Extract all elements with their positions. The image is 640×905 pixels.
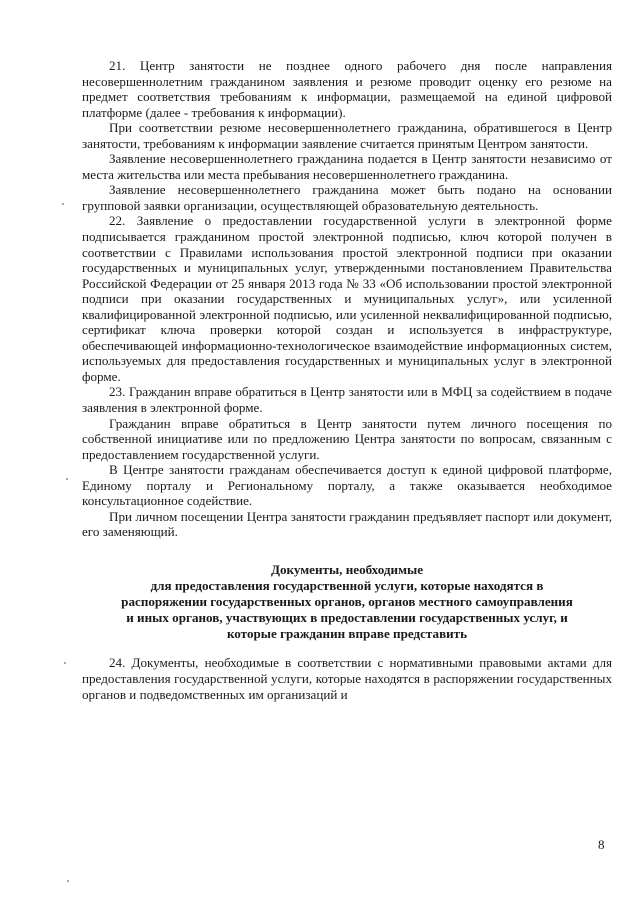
document-page: [82, 58, 612, 702]
paragraph-submission-place: Заявление несовершеннолетнего гражданина подается в Центр занятости независимо от места жительства или места пребывания несовершеннолетнего гражданина.: [82, 151, 612, 182]
paragraph-21: 21. Центр занятости не позднее одного рабочего дня после направления несовершеннолетним гражданином заявления и резюме проводит оценку его резюме на предмет соответствия требованиям к информации, размещаемой на единой цифровой платформе (далее - требования к информации).: [82, 58, 612, 120]
paragraph-resume-accepted: При соответствии резюме несовершеннолетнего гражданина, обратившегося в Центр занятости, требованиям к информации заявление считается принятым Центром занятости.: [82, 120, 612, 151]
paragraph-personal-visit: Гражданин вправе обратиться в Центр занятости путем личного посещения по собственной инициативе или по предложению Центра занятости по вопросам, связанным с предоставлением государственной услуги.: [82, 415, 612, 462]
heading-line: и иных органов, участвующих в предоставлении государственных услуг, и: [126, 609, 568, 625]
section-heading: [82, 562, 612, 642]
paragraph-passport: При личном посещении Центра занятости гражданин предъявляет паспорт или документ, его заменяющий.: [82, 508, 612, 540]
paragraph-24: 24. Документы, необходимые в соответствии с нормативными правовыми актами для предоставления государственной услуги, которые находятся в распоряжении государственных органов и подведомственных им организаций и: [82, 655, 612, 702]
page-number: 8: [598, 837, 605, 852]
scan-artifact: [67, 880, 69, 882]
heading-line: распоряжении государственных органов, органов местного самоуправления: [121, 593, 573, 609]
scan-artifact: [62, 203, 64, 205]
heading-line: которые гражданин вправе представить: [226, 625, 468, 641]
scan-artifact: [66, 478, 68, 480]
paragraph-22: 22. Заявление о предоставлении государственной услуги в электронной форме подписывается гражданином простой электронной подписью, ключ которой получен в соответствии с Правилами использования простой электронной подписи при оказании государственных и муниципальных услуг, утвержденными постановлением Правительства Российской Федерации от 25 января 2013 года № 33 «Об использовании простой электронной подписи при оказании государственных и муниципальных услуг», или усиленной квалифицированной электронной подписью, или усиленной неквалифицированной подписью, сертификат ключа проверки которой создан и используется в инфраструктуре, обеспечивающей информационно-технологическое взаимодействие информационных систем, используемых для предоставления государственных и муниципальных услуг в электронной форме.: [82, 213, 612, 384]
heading-line: для предоставления государственной услуги, которые находятся в: [150, 577, 544, 593]
paragraph-23: 23. Гражданин вправе обратиться в Центр занятости или в МФЦ за содействием в подаче заявления в электронной форме.: [82, 384, 612, 416]
heading-line: Документы, необходимые: [270, 561, 424, 577]
paragraph-platform-access: В Центре занятости гражданам обеспечивается доступ к единой цифровой платформе, Единому порталу и Региональному порталу, а также оказывается необходимое консультационное содействие.: [82, 462, 612, 509]
paragraph-group-application: Заявление несовершеннолетнего гражданина может быть подано на основании групповой заявки организации, осуществляющей образовательную деятельность.: [82, 182, 612, 213]
scan-artifact: [64, 662, 66, 664]
